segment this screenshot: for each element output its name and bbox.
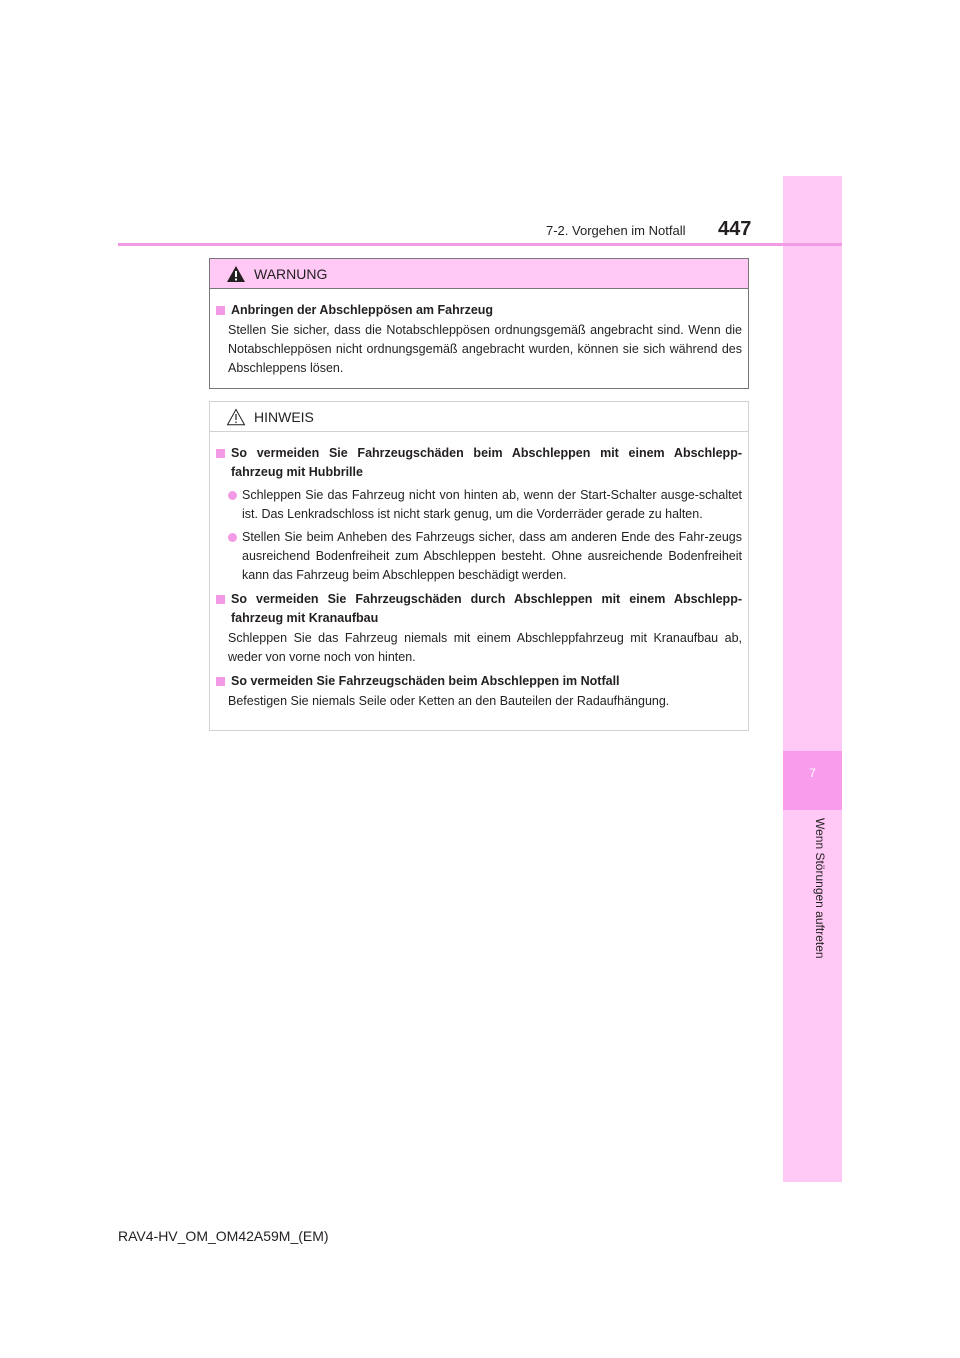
warning-box: [209, 258, 749, 389]
notice-item-text: Befestigen Sie niemals Seile oder Ketten an den Bauteilen der Radaufhängung.: [228, 694, 670, 708]
circle-bullet-icon: [228, 491, 237, 500]
warning-triangle-outline-icon: [226, 408, 246, 426]
warning-item-title-text: Anbringen der Abschleppösen am Fahrzeug: [231, 303, 494, 317]
chapter-title: Wenn Störungen auftreten: [813, 818, 827, 959]
notice-heading: HINWEIS: [254, 408, 314, 425]
notice-item-title: [216, 672, 742, 691]
notice-item-title-text: So vermeiden Sie Fahrzeugschäden durch Abschleppen mit einem Abschlepp-fahrzeug mit Kranaufbau: [231, 592, 742, 625]
page-number: 447: [718, 218, 752, 240]
notice-item-text: Schleppen Sie das Fahrzeug niemals mit einem Abschleppfahrzeug mit Kranaufbau ab, weder von vorne noch von hinten.: [228, 631, 742, 664]
square-bullet-icon: [216, 595, 225, 604]
notice-item-title-text: So vermeiden Sie Fahrzeugschäden beim Abschleppen im Notfall: [231, 674, 620, 688]
notice-content: [210, 432, 748, 711]
square-bullet-icon: [216, 306, 225, 315]
chapter-side-tab: [783, 176, 842, 1182]
notice-header: [210, 402, 748, 432]
notice-bullet-text: Schleppen Sie das Fahrzeug nicht von hinten ab, wenn der Start-Schalter ausge-schaltet ist. Das Lenkradschloss ist nicht stark genug, um die Vorderräder gerade zu halten.: [242, 488, 742, 521]
document-code: RAV4-HV_OM_OM42A59M_(EM): [118, 1228, 329, 1244]
section-title: 7-2. Vorgehen im Notfall: [546, 223, 686, 238]
notice-bullet-text: Stellen Sie beim Anheben des Fahrzeugs sicher, dass am anderen Ende des Fahr-zeugs ausreichend Bodenfreiheit zum Abschleppen besteht. Ohne ausreichende Bodenfreiheit kann das Fahrzeug beim Abschleppen beschädigt werden.: [242, 530, 742, 582]
warning-content: [210, 289, 748, 378]
chapter-number-block: [783, 751, 842, 810]
warning-header: [210, 259, 748, 289]
header-rule: [118, 243, 842, 246]
notice-item-title-text: So vermeiden Sie Fahrzeugschäden beim Abschleppen mit einem Abschlepp-fahrzeug mit Hubbrille: [231, 446, 742, 479]
square-bullet-icon: [216, 449, 225, 458]
circle-bullet-icon: [228, 533, 237, 542]
warning-triangle-filled-icon: [226, 265, 246, 283]
warning-item-title: [216, 301, 742, 320]
square-bullet-icon: [216, 677, 225, 686]
notice-item-title: [216, 590, 742, 628]
notice-item-title: [216, 444, 742, 482]
chapter-number: 7: [809, 766, 816, 780]
warning-heading: WARNUNG: [254, 265, 328, 282]
notice-box: [209, 401, 749, 731]
warning-item-text: Stellen Sie sicher, dass die Notabschleppösen ordnungsgemäß angebracht sind. Wenn die Notabschleppösen nicht ordnungsgemäß angebracht wurden, können sie sich während des Abschleppens lösen.: [228, 323, 742, 375]
notice-bullet: [216, 528, 742, 585]
notice-bullet: [216, 486, 742, 524]
